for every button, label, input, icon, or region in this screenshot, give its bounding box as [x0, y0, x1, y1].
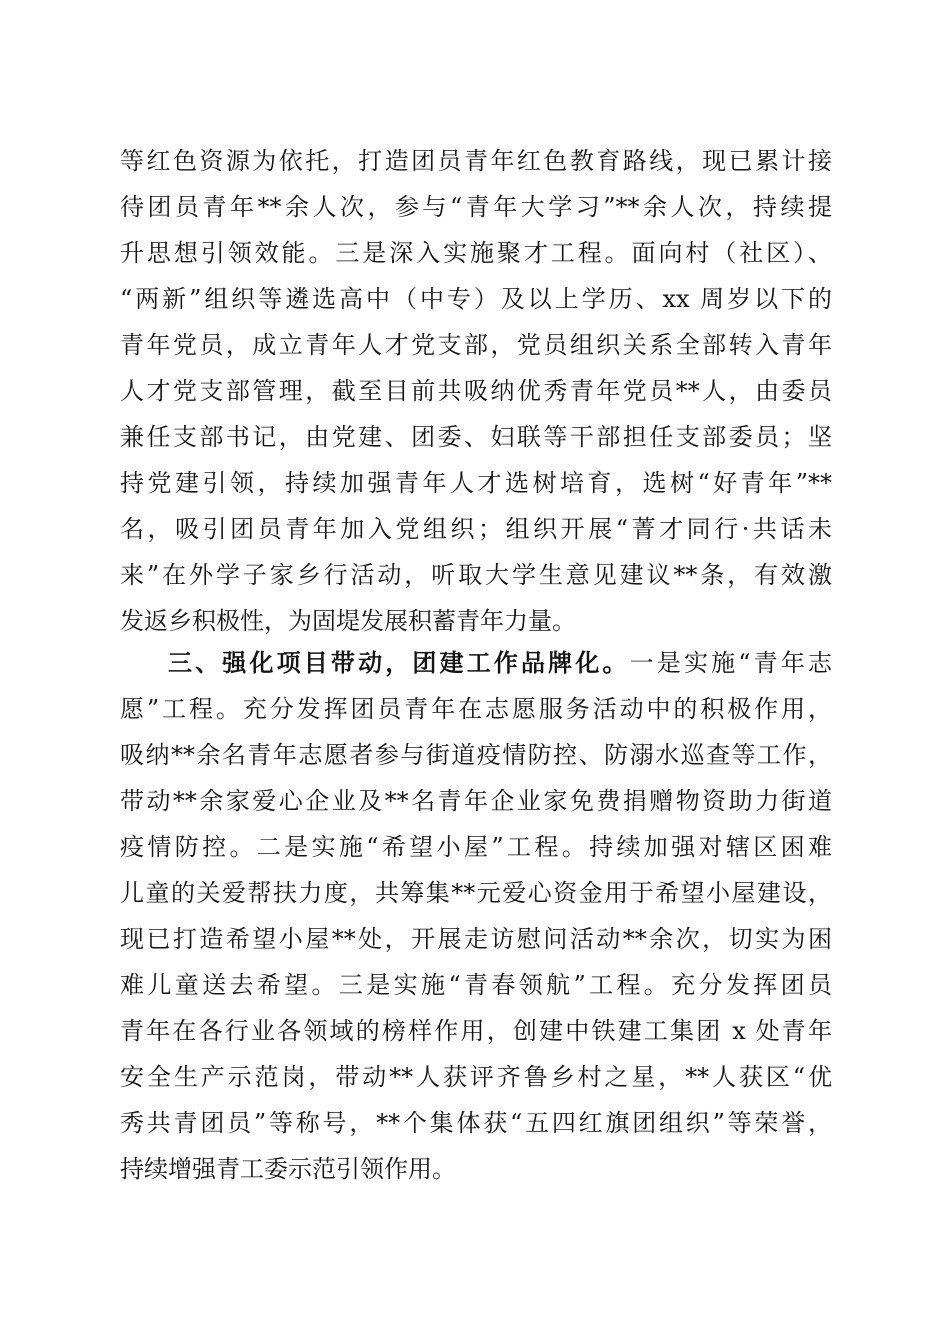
section-heading: 三、强化项目带动，团建工作品牌化。	[168, 649, 630, 677]
paragraph-2-line: 持续增强青工委示范引领作用。	[120, 1155, 456, 1183]
paragraph-1-line: 发返乡积极性，为固堤发展积蓄青年力量。	[120, 607, 576, 635]
paragraph-2-line: 秀共青团员”等称号，**个集体获“五四红旗团组织”等荣誉，	[120, 1109, 832, 1137]
paragraph-2-first-line	[168, 643, 832, 683]
paragraph-2-first-line-text: 一是实施“青年志	[629, 649, 832, 677]
paragraph-1-line: 升思想引领效能。三是深入实施聚才工程。面向村（社区）、	[120, 239, 832, 267]
paragraph-2-line: 青年在各行业各领域的榜样作用，创建中铁建工集团 x 处青年	[120, 1017, 832, 1045]
paragraph-1-line: “两新”组织等遴选高中（中专）及以上学历、xx 周岁以下的	[120, 285, 832, 313]
paragraph-2-line: 安全生产示范岗，带动**人获评齐鲁乡村之星，**人获区“优	[120, 1063, 832, 1091]
paragraph-1-line: 青年党员，成立青年人才党支部，党员组织关系全部转入青年	[120, 331, 832, 359]
paragraph-1-line: 待团员青年**余人次，参与“青年大学习”**余人次，持续提	[120, 193, 832, 221]
paragraph-1-line: 持党建引领，持续加强青年人才选树培育，选树“好青年”**	[120, 469, 832, 497]
paragraph-1-line: 名，吸引团员青年加入党组织；组织开展“菁才同行·共话未	[120, 515, 832, 543]
paragraph-1-line: 来”在外学子家乡行活动，听取大学生意见建议**条，有效激	[120, 561, 832, 589]
paragraph-1-line: 兼任支部书记，由党建、团委、妇联等干部担任支部委员；坚	[120, 423, 832, 451]
paragraph-2-line: 难儿童送去希望。三是实施“青春领航”工程。充分发挥团员	[120, 971, 832, 999]
paragraph-1-line: 人才党支部管理，截至目前共吸纳优秀青年党员**人，由委员	[120, 377, 832, 405]
paragraph-2-line: 现已打造希望小屋**处，开展走访慰问活动**余次，切实为困	[120, 925, 832, 953]
paragraph-2-line: 带动**余家爱心企业及**名青年企业家免费捐赠物资助力街道	[120, 787, 832, 815]
paragraph-2-line: 儿童的关爱帮扶力度，共筹集**元爱心资金用于希望小屋建设，	[120, 879, 832, 907]
paragraph-1-line: 等红色资源为依托，打造团员青年红色教育路线，现已累计接	[120, 147, 832, 175]
paragraph-2-line: 疫情防控。二是实施“希望小屋”工程。持续加强对辖区困难	[120, 833, 832, 861]
paragraph-2-line: 吸纳**余名青年志愿者参与街道疫情防控、防溺水巡查等工作，	[120, 741, 832, 769]
paragraph-2-line: 愿”工程。充分发挥团员青年在志愿服务活动中的积极作用，	[120, 695, 832, 723]
